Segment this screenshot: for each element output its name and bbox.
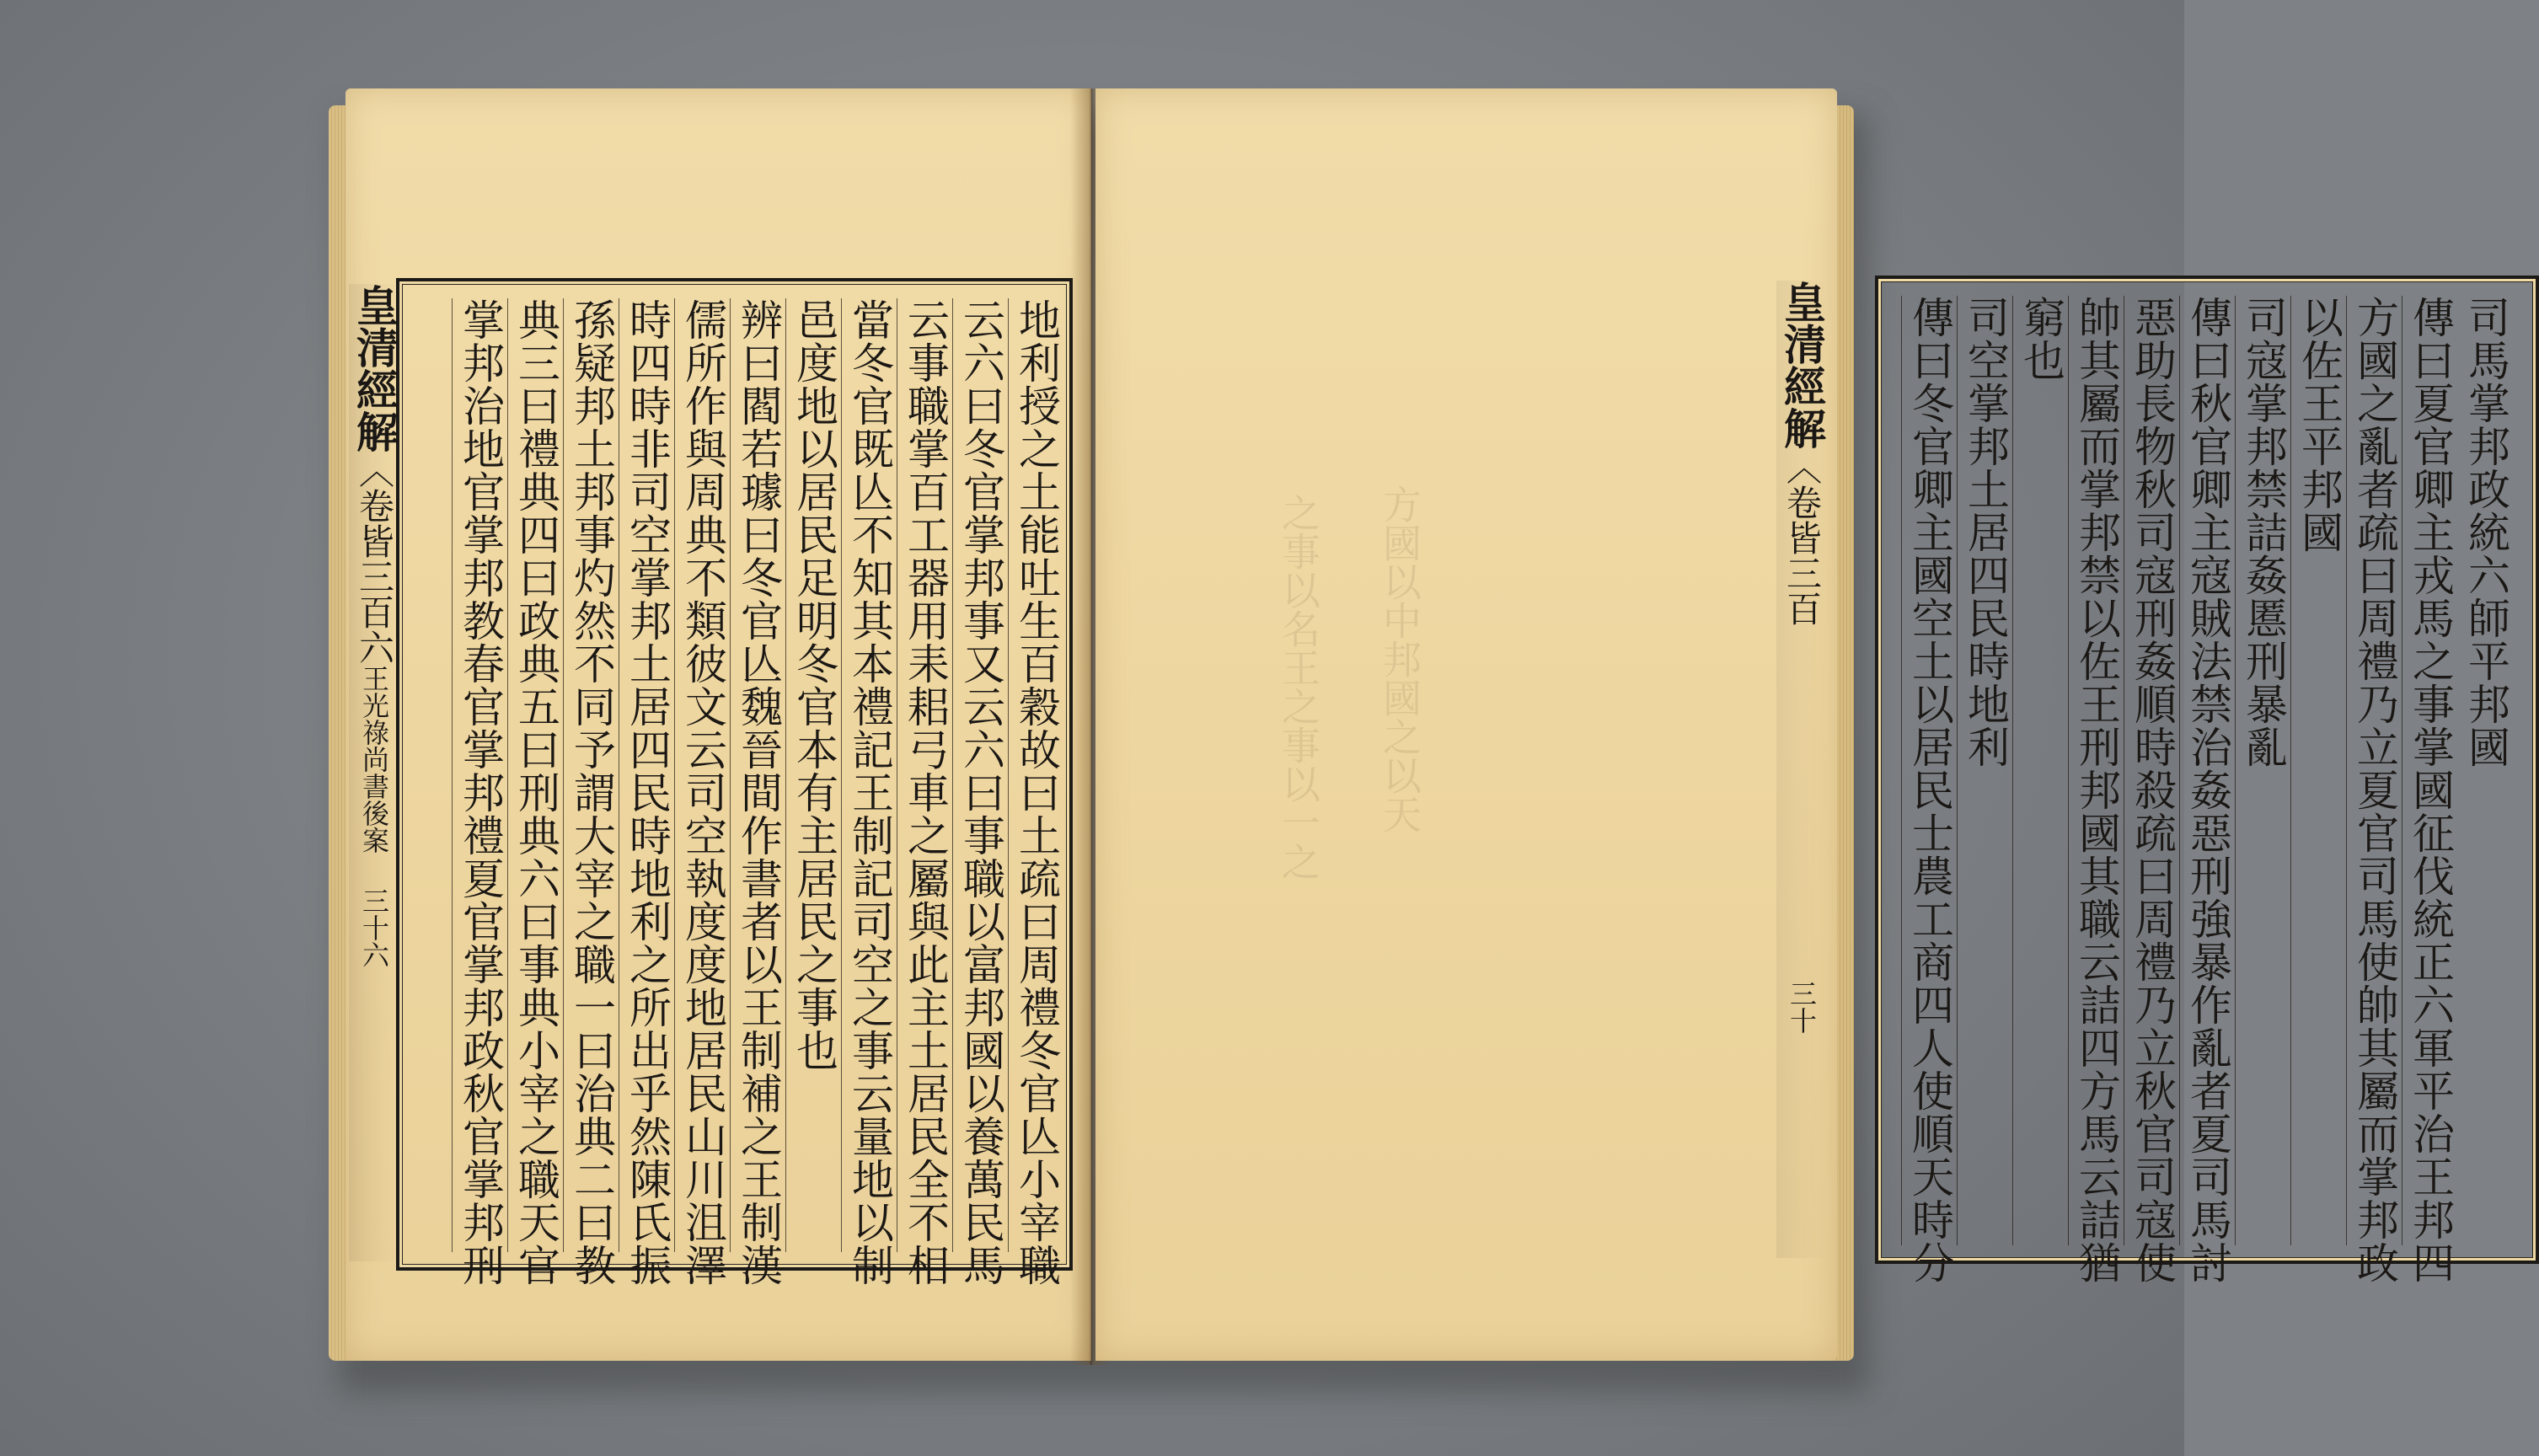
right-column-8: 帥其屬而掌邦禁以佐王刑邦國其職云詰四方馬云詰猶 [2068,296,2124,1245]
left-folio-number: 三十六 [358,887,390,968]
left-banxin-title: 皇清經解 [350,284,399,452]
left-column-7: 儒所作與周典不類彼文云司空執度度地居民山川沮澤 [674,298,731,1252]
bleed-through-text: 之事以名王之事以一之 [1276,493,1321,881]
right-page [1095,88,2510,1361]
left-column-11: 掌邦治地官掌邦教春官掌邦禮夏官掌邦政秋官掌邦刑 [452,298,508,1252]
right-column-4: 以佐王平邦國 [2290,296,2347,1245]
right-column-6: 傳曰秋官卿主寇賊法禁治姦惡刑強暴作亂者夏司馬討 [2179,296,2236,1245]
right-column-10: 司空掌邦土居四民時地利 [1957,296,2013,1245]
fish-tail-mark: ︿ [354,452,395,488]
bleed-through-text: 方國以中邦國之以天 [1377,484,1422,833]
left-text-frame [396,278,1073,1287]
right-column-9: 窮也 [2012,296,2069,1245]
right-text-frame [1875,276,2539,1284]
right-banxin [1776,281,1827,1258]
left-column-9: 孫疑邦土邦事灼然不同予謂大宰之職一曰治典二曰教 [563,298,619,1252]
left-column-2: 云六曰冬官掌邦事又云六曰事職以富邦國以養萬民馬 [952,298,1009,1252]
right-column-7: 惡助長物秋司寇刑姦順時殺疏曰周禮乃立秋官司寇使 [2124,296,2180,1245]
left-page [345,88,1091,1361]
right-banxin-volume: 卷皆三百 [1781,484,1823,626]
right-banxin-title: 皇清經解 [1777,281,1827,449]
right-column-5: 司寇掌邦禁詰姦慝刑暴亂 [2235,296,2291,1245]
left-column-1: 地利授之土能吐生百穀故曰土疏曰周禮冬官亾小宰職 [1008,298,1064,1252]
left-column-4: 當冬官既亾不知其本禮記王制記司空之事云量地以制 [841,298,897,1252]
right-folio-number: 三十 [1786,980,1818,1034]
left-column-5: 邑度地以居民足明冬官本有主居民之事也 [785,298,842,1252]
left-column-3: 云事職掌百工器用耒耜弓車之屬與此主土居民全不相 [897,298,953,1252]
right-column-1: 司馬掌邦政統六師平邦國 [2461,296,2510,768]
right-column-2: 傳曰夏官卿主戎馬之事掌國征伐統正六軍平治王邦四 [2402,296,2458,1245]
left-column-10: 典三曰禮典四曰政典五曰刑典六曰事典小宰之職天官 [507,298,564,1252]
fish-tail-mark: ︿ [1781,449,1823,484]
left-banxin [349,284,399,1261]
right-column-11: 傳曰冬官卿主國空土以居民士農工商四人使順天時分 [1901,296,1958,1245]
left-banxin-author: 王光祿尚書後案 [358,665,390,854]
right-column-3: 方國之亂者疏曰周禮乃立夏官司馬使帥其屬而掌邦政 [2346,296,2402,1245]
open-book [329,88,2510,1369]
left-banxin-volume: 卷皆三百六 [354,488,395,665]
left-column-8: 時四時非司空掌邦土居四民時地利之所出乎然陳氏振 [619,298,675,1252]
left-column-6: 辨曰閻若璩曰冬官亾魏晉間作書者以王制補之王制漢 [730,298,786,1252]
